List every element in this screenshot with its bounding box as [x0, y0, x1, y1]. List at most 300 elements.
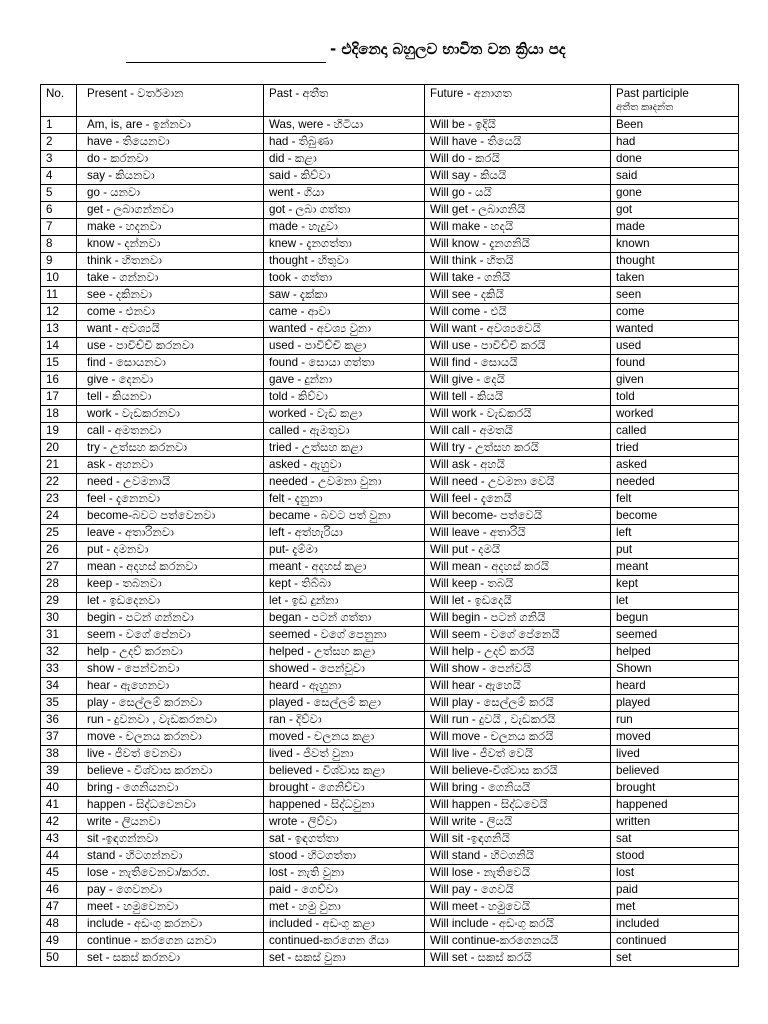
cell-future: Will try - උත්සහ කරයි	[425, 440, 611, 457]
table-row	[41, 576, 739, 593]
table-row	[41, 525, 739, 542]
cell-no: 32	[41, 644, 77, 661]
cell-no: 18	[41, 406, 77, 423]
cell-future: Will stand - හිටගනියි	[425, 848, 611, 865]
cell-past: included - අඩංගු කළා	[264, 916, 425, 933]
cell-present: find - සොයනවා	[77, 355, 264, 372]
cell-past-participle: made	[611, 219, 739, 236]
cell-no: 36	[41, 712, 77, 729]
cell-present: try - උත්සහ කරනවා	[77, 440, 264, 457]
cell-future: Will pay - ගෙවයි	[425, 882, 611, 899]
cell-future: Will think - හිතයි	[425, 253, 611, 270]
header-no: No.	[41, 85, 77, 117]
table-row	[41, 695, 739, 712]
cell-past: put- දැම්මා	[264, 542, 425, 559]
cell-future: Will sit -ඉඳගනියි	[425, 831, 611, 848]
cell-present: sit -ඉඳගන්නවා	[77, 831, 264, 848]
cell-no: 5	[41, 185, 77, 202]
cell-no: 12	[41, 304, 77, 321]
cell-no: 16	[41, 372, 77, 389]
cell-past: let - ඉඩ දුන්නා	[264, 593, 425, 610]
table-row	[41, 389, 739, 406]
cell-future: Will find - සොයයි	[425, 355, 611, 372]
table-row	[41, 712, 739, 729]
cell-no: 34	[41, 678, 77, 695]
cell-present: write - ලියනවා	[77, 814, 264, 831]
cell-no: 6	[41, 202, 77, 219]
table-row	[41, 219, 739, 236]
cell-past: took - ගත්තා	[264, 270, 425, 287]
cell-past: got - ලබා ගත්තා	[264, 202, 425, 219]
cell-future: Will help - උදව් කරයි	[425, 644, 611, 661]
cell-future: Will want - අවශ්‍යවෙයි	[425, 321, 611, 338]
table-row	[41, 644, 739, 661]
cell-present: hear - ඇහෙනවා	[77, 678, 264, 695]
table-row	[41, 474, 739, 491]
cell-present: Am, is, are - ඉන්නවා	[77, 117, 264, 134]
cell-past: tried - උත්සහ කළා	[264, 440, 425, 457]
cell-present: become-බවට පත්වෙනවා	[77, 508, 264, 525]
cell-future: Will meet - හමුවෙයි	[425, 899, 611, 916]
cell-past: stood - හිටගත්තා	[264, 848, 425, 865]
cell-past: left - අත්හැරියා	[264, 525, 425, 542]
cell-present: run - දුවනවා , වැඩකරනවා	[77, 712, 264, 729]
table-row	[41, 661, 739, 678]
cell-no: 9	[41, 253, 77, 270]
table-row	[41, 355, 739, 372]
cell-present: let - ඉඩදෙනවා	[77, 593, 264, 610]
cell-no: 21	[41, 457, 77, 474]
cell-past-participle: put	[611, 542, 739, 559]
cell-future: Will set - සකස් කරයි	[425, 950, 611, 967]
table-row	[41, 168, 739, 185]
cell-future: Will see - දකියි	[425, 287, 611, 304]
cell-no: 3	[41, 151, 77, 168]
table-row	[41, 491, 739, 508]
table-row	[41, 542, 739, 559]
table-row	[41, 117, 739, 134]
cell-present: lose - නැතිවෙනවා/කරග.	[77, 865, 264, 882]
cell-no: 13	[41, 321, 77, 338]
cell-present: tell - කියනවා	[77, 389, 264, 406]
cell-present: do - කරනවා	[77, 151, 264, 168]
cell-no: 10	[41, 270, 77, 287]
cell-past: said - කිව්වා	[264, 168, 425, 185]
cell-past-participle: known	[611, 236, 739, 253]
cell-past-participle: lost	[611, 865, 739, 882]
cell-past-participle: Been	[611, 117, 739, 134]
table-row	[41, 236, 739, 253]
header-participle-si: අතීත කෘදන්ත	[616, 102, 674, 113]
cell-future: Will include - අඩංගු කරයි	[425, 916, 611, 933]
cell-future: Will feel - දැනෙයි	[425, 491, 611, 508]
cell-past: worked - වැඩ කළා	[264, 406, 425, 423]
cell-present: keep - තබනවා	[77, 576, 264, 593]
cell-no: 42	[41, 814, 77, 831]
cell-future: Will need - උවමනා වෙයි	[425, 474, 611, 491]
table-row	[41, 185, 739, 202]
table-row	[41, 304, 739, 321]
cell-past-participle: become	[611, 508, 739, 525]
cell-present: need - උවමනායි	[77, 474, 264, 491]
cell-past: played - සෙල්ලම් කළා	[264, 695, 425, 712]
cell-future: Will call - අමතයි	[425, 423, 611, 440]
table-row	[41, 627, 739, 644]
cell-past: met - හමු වුනා	[264, 899, 425, 916]
cell-past-participle: told	[611, 389, 739, 406]
cell-present: have - තියෙනවා	[77, 134, 264, 151]
table-row	[41, 848, 739, 865]
cell-past: continued-කරගෙන ගියා	[264, 933, 425, 950]
cell-no: 44	[41, 848, 77, 865]
table-row	[41, 287, 739, 304]
cell-future: Will use - පාවිච්චි කරයි	[425, 338, 611, 355]
table-row	[41, 321, 739, 338]
cell-past-participle: felt	[611, 491, 739, 508]
table-row	[41, 559, 739, 576]
cell-future: Will mean - අදහස් කරයි	[425, 559, 611, 576]
cell-no: 14	[41, 338, 77, 355]
cell-present: use - පාවිච්චි කරනවා	[77, 338, 264, 355]
cell-present: think - හිතනවා	[77, 253, 264, 270]
cell-past-participle: given	[611, 372, 739, 389]
cell-past: found - සොයා ගත්තා	[264, 355, 425, 372]
cell-present: want - අවශ්‍යයි	[77, 321, 264, 338]
table-row	[41, 270, 739, 287]
cell-past-participle: tried	[611, 440, 739, 457]
header-row	[41, 85, 739, 117]
table-row	[41, 134, 739, 151]
cell-present: show - පෙන්වනවා	[77, 661, 264, 678]
cell-future: Will give - දෙයි	[425, 372, 611, 389]
cell-no: 1	[41, 117, 77, 134]
cell-present: pay - ගෙවනවා	[77, 882, 264, 899]
cell-future: Will go - යයි	[425, 185, 611, 202]
cell-future: Will come - එයි	[425, 304, 611, 321]
cell-no: 8	[41, 236, 77, 253]
cell-no: 29	[41, 593, 77, 610]
cell-past-participle: set	[611, 950, 739, 967]
cell-present: go - යනවා	[77, 185, 264, 202]
cell-past-participle: continued	[611, 933, 739, 950]
cell-past: paid - ගෙව්වා	[264, 882, 425, 899]
cell-past-participle: paid	[611, 882, 739, 899]
cell-past: helped - උත්සහ කළා	[264, 644, 425, 661]
cell-future: Will bring - ගෙනියයි	[425, 780, 611, 797]
cell-present: work - වැඩකරනවා	[77, 406, 264, 423]
cell-present: leave - අතාරිනවා	[77, 525, 264, 542]
cell-past: set - සකස් වුනා	[264, 950, 425, 967]
table-row	[41, 423, 739, 440]
table-row	[41, 797, 739, 814]
cell-future: Will happen - සිද්ධවෙයි	[425, 797, 611, 814]
cell-past-participle: said	[611, 168, 739, 185]
cell-no: 25	[41, 525, 77, 542]
cell-past-participle: played	[611, 695, 739, 712]
cell-past-participle: meant	[611, 559, 739, 576]
cell-no: 15	[41, 355, 77, 372]
cell-past: brought - ගෙනිච්චා	[264, 780, 425, 797]
cell-no: 7	[41, 219, 77, 236]
cell-future: Will say - කියයි	[425, 168, 611, 185]
cell-past-participle: brought	[611, 780, 739, 797]
cell-past-participle: helped	[611, 644, 739, 661]
cell-present: include - අඩංගු කරනවා	[77, 916, 264, 933]
cell-no: 23	[41, 491, 77, 508]
cell-no: 30	[41, 610, 77, 627]
cell-future: Will do - කරයි	[425, 151, 611, 168]
cell-future: Will get - ලබාගනියි	[425, 202, 611, 219]
cell-past: Was, were - හිටියා	[264, 117, 425, 134]
cell-past-participle: had	[611, 134, 739, 151]
table-row	[41, 508, 739, 525]
cell-present: move - චලනය කරනවා	[77, 729, 264, 746]
cell-present: ask - අහනවා	[77, 457, 264, 474]
table-row	[41, 372, 739, 389]
cell-no: 33	[41, 661, 77, 678]
cell-no: 22	[41, 474, 77, 491]
cell-no: 43	[41, 831, 77, 848]
cell-past-participle: sat	[611, 831, 739, 848]
cell-no: 4	[41, 168, 77, 185]
cell-past: told - කිව්වා	[264, 389, 425, 406]
cell-present: happen - සිද්ධවෙනවා	[77, 797, 264, 814]
cell-no: 24	[41, 508, 77, 525]
cell-past: sat - ඉඳගත්තා	[264, 831, 425, 848]
cell-past-participle: heard	[611, 678, 739, 695]
cell-no: 50	[41, 950, 77, 967]
cell-future: Will let - ඉඩදෙයි	[425, 593, 611, 610]
cell-past-participle: got	[611, 202, 739, 219]
cell-past: had - තිබුණා	[264, 134, 425, 151]
cell-past: kept - තිබ්බා	[264, 576, 425, 593]
cell-present: get - ලබාගන්නවා	[77, 202, 264, 219]
cell-past: needed - උවමනා වුනා	[264, 474, 425, 491]
table-row	[41, 933, 739, 950]
cell-past: called - ඇමතුවා	[264, 423, 425, 440]
cell-past-participle: run	[611, 712, 739, 729]
cell-past-participle: found	[611, 355, 739, 372]
table-row	[41, 253, 739, 270]
cell-past-participle: stood	[611, 848, 739, 865]
header-future: Future - අනාගත	[425, 85, 611, 117]
cell-no: 11	[41, 287, 77, 304]
cell-past: made - හැදුවා	[264, 219, 425, 236]
table-row	[41, 610, 739, 627]
table-row	[41, 950, 739, 967]
cell-present: seem - වගේ පේනවා	[77, 627, 264, 644]
cell-past: went - ගියා	[264, 185, 425, 202]
cell-past: seemed - වගේ පෙනුනා	[264, 627, 425, 644]
cell-present: give - දෙනවා	[77, 372, 264, 389]
cell-past-participle: gone	[611, 185, 739, 202]
cell-past: saw - දැක්කා	[264, 287, 425, 304]
verb-table	[40, 84, 739, 967]
cell-present: continue - කරගෙන යනවා	[77, 933, 264, 950]
cell-past: lost - නැති වුනා	[264, 865, 425, 882]
cell-past-participle: believed	[611, 763, 739, 780]
cell-present: say - කියනවා	[77, 168, 264, 185]
cell-present: live - ජීවත් වෙනවා	[77, 746, 264, 763]
cell-future: Will believe-විශ්වාස කරයි	[425, 763, 611, 780]
table-row	[41, 831, 739, 848]
cell-past: heard - ඇහුනා	[264, 678, 425, 695]
cell-past-participle: left	[611, 525, 739, 542]
table-row	[41, 899, 739, 916]
cell-no: 31	[41, 627, 77, 644]
cell-present: take - ගන්නවා	[77, 270, 264, 287]
cell-present: come - එනවා	[77, 304, 264, 321]
cell-future: Will keep - තබයි	[425, 576, 611, 593]
cell-past-participle: happened	[611, 797, 739, 814]
table-row	[41, 814, 739, 831]
cell-present: see - දකිනවා	[77, 287, 264, 304]
cell-past: felt - දැනුනා	[264, 491, 425, 508]
cell-no: 45	[41, 865, 77, 882]
cell-present: begin - පටන් ගන්නවා	[77, 610, 264, 627]
cell-past-participle: thought	[611, 253, 739, 270]
cell-no: 38	[41, 746, 77, 763]
cell-future: Will leave - අතාරියි	[425, 525, 611, 542]
cell-present: play - සෙල්ලම් කරනවා	[77, 695, 264, 712]
cell-no: 49	[41, 933, 77, 950]
cell-future: Will tell - කියයි	[425, 389, 611, 406]
cell-future: Will put - දමයි	[425, 542, 611, 559]
cell-past: believed - විශ්වාස කළා	[264, 763, 425, 780]
cell-present: bring - ගෙනියනවා	[77, 780, 264, 797]
cell-future: Will move - චලනය කරයි	[425, 729, 611, 746]
table-row	[41, 678, 739, 695]
cell-no: 28	[41, 576, 77, 593]
cell-no: 46	[41, 882, 77, 899]
table-row	[41, 593, 739, 610]
cell-past: knew - දැනගත්තා	[264, 236, 425, 253]
cell-past-participle: included	[611, 916, 739, 933]
cell-past-participle: asked	[611, 457, 739, 474]
cell-present: meet - හමුවෙනවා	[77, 899, 264, 916]
cell-past-participle: met	[611, 899, 739, 916]
cell-future: Will live - ජීවත් වෙයි	[425, 746, 611, 763]
table-row	[41, 729, 739, 746]
cell-past: meant - අදහස් කළා	[264, 559, 425, 576]
table-row	[41, 865, 739, 882]
cell-future: Will be - ඉදියි	[425, 117, 611, 134]
cell-future: Will have - තියෙයි	[425, 134, 611, 151]
cell-past: began - පටන් ගත්තා	[264, 610, 425, 627]
cell-past: wrote - ලිව්වා	[264, 814, 425, 831]
cell-future: Will ask - අහයි	[425, 457, 611, 474]
cell-future: Will continue-කරගෙනයයි	[425, 933, 611, 950]
cell-no: 48	[41, 916, 77, 933]
table-row	[41, 763, 739, 780]
cell-past: showed - පෙන්වූවා	[264, 661, 425, 678]
cell-future: Will show - පෙන්වයි	[425, 661, 611, 678]
cell-future: Will lose - නැතිවෙයි	[425, 865, 611, 882]
header-past-participle	[611, 85, 739, 117]
cell-no: 26	[41, 542, 77, 559]
cell-past-participle: lived	[611, 746, 739, 763]
cell-no: 2	[41, 134, 77, 151]
cell-present: believe - විශ්වාස කරනවා	[77, 763, 264, 780]
cell-no: 40	[41, 780, 77, 797]
cell-present: stand - හිටගන්නවා	[77, 848, 264, 865]
cell-no: 20	[41, 440, 77, 457]
cell-past: asked - ඇහුවා	[264, 457, 425, 474]
table-row	[41, 882, 739, 899]
cell-future: Will take - ගනියි	[425, 270, 611, 287]
cell-past-participle: Shown	[611, 661, 739, 678]
table-row	[41, 440, 739, 457]
cell-past-participle: needed	[611, 474, 739, 491]
cell-future: Will hear - ඇහෙයි	[425, 678, 611, 695]
cell-past-participle: moved	[611, 729, 739, 746]
cell-future: Will play - සෙල්ලම් කරයි	[425, 695, 611, 712]
cell-present: feel - දැනෙනවා	[77, 491, 264, 508]
table-row	[41, 780, 739, 797]
cell-future: Will become- පත්වෙයි	[425, 508, 611, 525]
cell-past: did - කළා	[264, 151, 425, 168]
cell-past: wanted - අවශ්‍ය වුනා	[264, 321, 425, 338]
cell-past-participle: come	[611, 304, 739, 321]
cell-past-participle: seemed	[611, 627, 739, 644]
cell-no: 39	[41, 763, 77, 780]
table-row	[41, 746, 739, 763]
cell-past: moved - චලනය කළා	[264, 729, 425, 746]
cell-past: used - පාවිච්චි කළා	[264, 338, 425, 355]
header-participle-en: Past participle	[616, 87, 689, 100]
table-row	[41, 202, 739, 219]
cell-past: lived - ජීවත් වුනා	[264, 746, 425, 763]
cell-present: make - හදනවා	[77, 219, 264, 236]
cell-present: mean - අදහස් කරනවා	[77, 559, 264, 576]
cell-future: Will seem - වගේ පේනෙයි	[425, 627, 611, 644]
cell-past-participle: worked	[611, 406, 739, 423]
cell-future: Will write - ලියයි	[425, 814, 611, 831]
cell-future: Will know - දැනගනියි	[425, 236, 611, 253]
page-title: - එදිනෙදා බහුලව භාවිත වන ක්‍රියා පද	[330, 40, 566, 58]
cell-past: ran - දිව්වා	[264, 712, 425, 729]
cell-past: gave - දුන්නා	[264, 372, 425, 389]
cell-past-participle: kept	[611, 576, 739, 593]
table-row	[41, 457, 739, 474]
cell-no: 41	[41, 797, 77, 814]
cell-past-participle: wanted	[611, 321, 739, 338]
cell-past-participle: seen	[611, 287, 739, 304]
cell-past-participle: let	[611, 593, 739, 610]
cell-future: Will make - හදයි	[425, 219, 611, 236]
cell-no: 37	[41, 729, 77, 746]
cell-present: put - දමනවා	[77, 542, 264, 559]
cell-past-participle: begun	[611, 610, 739, 627]
table-row	[41, 151, 739, 168]
cell-past-participle: taken	[611, 270, 739, 287]
cell-past: happened - සිද්ධවුනා	[264, 797, 425, 814]
cell-no: 35	[41, 695, 77, 712]
cell-present: know - දන්නවා	[77, 236, 264, 253]
cell-past-participle: written	[611, 814, 739, 831]
header-past: Past - අතීත	[264, 85, 425, 117]
cell-past-participle: used	[611, 338, 739, 355]
cell-present: help - උදව් කරනවා	[77, 644, 264, 661]
cell-past-participle: called	[611, 423, 739, 440]
cell-past-participle: done	[611, 151, 739, 168]
cell-no: 27	[41, 559, 77, 576]
cell-no: 19	[41, 423, 77, 440]
cell-past: thought - හිතුවා	[264, 253, 425, 270]
table-row	[41, 406, 739, 423]
table-row	[41, 338, 739, 355]
cell-present: call - අමතනවා	[77, 423, 264, 440]
